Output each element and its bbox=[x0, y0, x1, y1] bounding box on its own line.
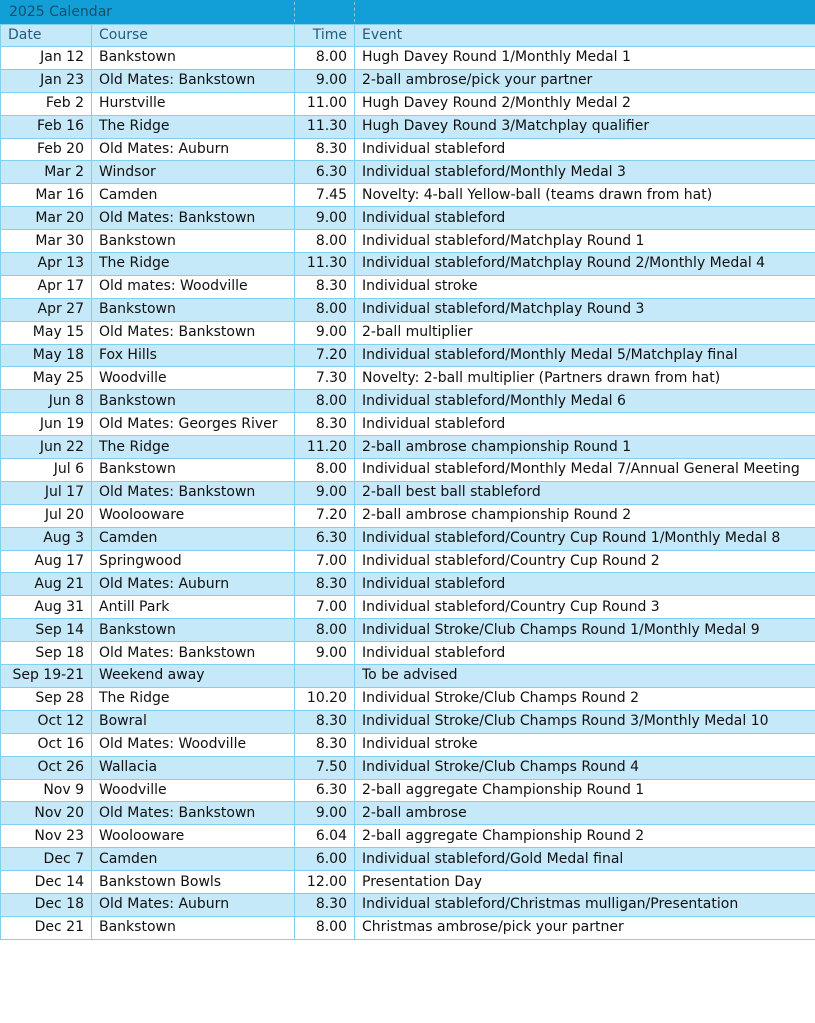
cell-event: Individual stableford bbox=[355, 207, 815, 230]
cell-event: Individual stableford/Monthly Medal 5/Matchplay final bbox=[355, 344, 815, 367]
cell-date: Aug 17 bbox=[1, 550, 92, 573]
cell-date: Aug 31 bbox=[1, 596, 92, 619]
cell-course: Bankstown bbox=[92, 619, 295, 642]
table-row bbox=[1, 47, 815, 70]
cell-event: Hugh Davey Round 2/Monthly Medal 2 bbox=[355, 92, 815, 115]
cell-event: Individual stroke bbox=[355, 275, 815, 298]
cell-time: 9.00 bbox=[295, 321, 355, 344]
cell-time: 7.20 bbox=[295, 344, 355, 367]
cell-course: Bowral bbox=[92, 710, 295, 733]
cell-date: Mar 30 bbox=[1, 230, 92, 253]
cell-time: 8.00 bbox=[295, 230, 355, 253]
cell-event: Novelty: 4-ball Yellow-ball (teams drawn from hat) bbox=[355, 184, 815, 207]
table-row bbox=[1, 321, 815, 344]
cell-course: Camden bbox=[92, 527, 295, 550]
table-row bbox=[1, 481, 815, 504]
column-header-time: Time bbox=[295, 25, 355, 47]
cell-course: The Ridge bbox=[92, 687, 295, 710]
cell-event: Individual stableford/Matchplay Round 3 bbox=[355, 298, 815, 321]
cell-time: 7.30 bbox=[295, 367, 355, 390]
cell-course: Springwood bbox=[92, 550, 295, 573]
table-row bbox=[1, 207, 815, 230]
table-row bbox=[1, 642, 815, 665]
cell-event: Individual Stroke/Club Champs Round 2 bbox=[355, 687, 815, 710]
table-row bbox=[1, 802, 815, 825]
cell-course: Old Mates: Bankstown bbox=[92, 207, 295, 230]
cell-course: Windsor bbox=[92, 161, 295, 184]
cell-date: Apr 13 bbox=[1, 253, 92, 276]
cell-time: 11.20 bbox=[295, 436, 355, 459]
cell-event: Individual stableford/Country Cup Round 2 bbox=[355, 550, 815, 573]
cell-date: Apr 17 bbox=[1, 275, 92, 298]
cell-event: 2-ball ambrose championship Round 2 bbox=[355, 504, 815, 527]
cell-time: 6.04 bbox=[295, 825, 355, 848]
cell-event: Individual stableford/Matchplay Round 2/Monthly Medal 4 bbox=[355, 253, 815, 276]
cell-date: Jul 17 bbox=[1, 481, 92, 504]
cell-course: The Ridge bbox=[92, 436, 295, 459]
cell-event: Individual stableford bbox=[355, 138, 815, 161]
table-row bbox=[1, 275, 815, 298]
cell-time: 8.00 bbox=[295, 390, 355, 413]
cell-event: Individual stableford bbox=[355, 642, 815, 665]
cell-course: Hurstville bbox=[92, 92, 295, 115]
cell-date: May 15 bbox=[1, 321, 92, 344]
table-row bbox=[1, 253, 815, 276]
cell-event: Individual stableford/Christmas mulligan/Presentation bbox=[355, 893, 815, 916]
cell-date: Jun 8 bbox=[1, 390, 92, 413]
cell-event: Individual Stroke/Club Champs Round 4 bbox=[355, 756, 815, 779]
cell-date: Sep 18 bbox=[1, 642, 92, 665]
cell-time: 8.00 bbox=[295, 916, 355, 939]
table-row bbox=[1, 916, 815, 939]
cell-date: Mar 16 bbox=[1, 184, 92, 207]
cell-date: Oct 16 bbox=[1, 733, 92, 756]
cell-course: Bankstown bbox=[92, 298, 295, 321]
cell-time: 8.30 bbox=[295, 413, 355, 436]
cell-course: Antill Park bbox=[92, 596, 295, 619]
cell-time: 9.00 bbox=[295, 642, 355, 665]
cell-course: Camden bbox=[92, 848, 295, 871]
table-row bbox=[1, 69, 815, 92]
table-row bbox=[1, 436, 815, 459]
calendar-title: 2025 Calendar bbox=[9, 4, 113, 20]
cell-course: Camden bbox=[92, 184, 295, 207]
cell-event: Individual Stroke/Club Champs Round 3/Monthly Medal 10 bbox=[355, 710, 815, 733]
table-row bbox=[1, 596, 815, 619]
table-row bbox=[1, 115, 815, 138]
table-row bbox=[1, 298, 815, 321]
cell-event: Novelty: 2-ball multiplier (Partners drawn from hat) bbox=[355, 367, 815, 390]
cell-date: Nov 9 bbox=[1, 779, 92, 802]
cell-date: Oct 26 bbox=[1, 756, 92, 779]
table-row bbox=[1, 527, 815, 550]
cell-time: 6.00 bbox=[295, 848, 355, 871]
cell-event: 2-ball best ball stableford bbox=[355, 481, 815, 504]
cell-time: 9.00 bbox=[295, 481, 355, 504]
table-row bbox=[1, 893, 815, 916]
cell-course: Bankstown bbox=[92, 390, 295, 413]
cell-date: Sep 28 bbox=[1, 687, 92, 710]
cell-date: Nov 23 bbox=[1, 825, 92, 848]
cell-date: Feb 20 bbox=[1, 138, 92, 161]
cell-course: Woolooware bbox=[92, 504, 295, 527]
table-row bbox=[1, 504, 815, 527]
cell-time: 8.30 bbox=[295, 733, 355, 756]
cell-course: Old Mates: Georges River bbox=[92, 413, 295, 436]
cell-course: Bankstown Bowls bbox=[92, 871, 295, 894]
cell-course: Old Mates: Auburn bbox=[92, 573, 295, 596]
cell-course: Bankstown bbox=[92, 230, 295, 253]
cell-date: Aug 21 bbox=[1, 573, 92, 596]
cell-event: 2-ball aggregate Championship Round 1 bbox=[355, 779, 815, 802]
cell-time: 7.50 bbox=[295, 756, 355, 779]
cell-date: Aug 3 bbox=[1, 527, 92, 550]
cell-course: Old Mates: Bankstown bbox=[92, 802, 295, 825]
cell-time: 8.00 bbox=[295, 298, 355, 321]
cell-time: 8.30 bbox=[295, 893, 355, 916]
cell-date: Jun 19 bbox=[1, 413, 92, 436]
cell-time: 9.00 bbox=[295, 207, 355, 230]
cell-date: Jan 12 bbox=[1, 47, 92, 70]
table-row bbox=[1, 573, 815, 596]
table-row bbox=[1, 687, 815, 710]
cell-event: 2-ball aggregate Championship Round 2 bbox=[355, 825, 815, 848]
table-row bbox=[1, 138, 815, 161]
table-row bbox=[1, 619, 815, 642]
cell-date: Dec 14 bbox=[1, 871, 92, 894]
cell-time: 8.00 bbox=[295, 619, 355, 642]
cell-course: Bankstown bbox=[92, 459, 295, 482]
cell-date: Jan 23 bbox=[1, 69, 92, 92]
cell-event: Individual stableford/Country Cup Round 3 bbox=[355, 596, 815, 619]
cell-course: Old Mates: Bankstown bbox=[92, 321, 295, 344]
cell-event: Individual stableford/Matchplay Round 1 bbox=[355, 230, 815, 253]
cell-date: May 18 bbox=[1, 344, 92, 367]
table-row bbox=[1, 344, 815, 367]
table-row bbox=[1, 779, 815, 802]
cell-date: Dec 7 bbox=[1, 848, 92, 871]
cell-course: Old Mates: Bankstown bbox=[92, 481, 295, 504]
cell-course: Old mates: Woodville bbox=[92, 275, 295, 298]
cell-time: 6.30 bbox=[295, 527, 355, 550]
cell-date: Apr 27 bbox=[1, 298, 92, 321]
cell-date: Dec 18 bbox=[1, 893, 92, 916]
cell-date: Feb 16 bbox=[1, 115, 92, 138]
cell-course: The Ridge bbox=[92, 253, 295, 276]
column-header-event: Event bbox=[355, 25, 815, 47]
cell-time: 7.00 bbox=[295, 550, 355, 573]
cell-time: 11.00 bbox=[295, 92, 355, 115]
cell-event: Individual stroke bbox=[355, 733, 815, 756]
table-row bbox=[1, 665, 815, 688]
table-row bbox=[1, 550, 815, 573]
cell-time: 8.30 bbox=[295, 573, 355, 596]
cell-time: 8.30 bbox=[295, 275, 355, 298]
cell-date: Mar 20 bbox=[1, 207, 92, 230]
cell-time: 7.00 bbox=[295, 596, 355, 619]
cell-time: 6.30 bbox=[295, 779, 355, 802]
cell-date: Jun 22 bbox=[1, 436, 92, 459]
cell-date: Mar 2 bbox=[1, 161, 92, 184]
column-header-course: Course bbox=[92, 25, 295, 47]
cell-event: Individual stableford/Monthly Medal 6 bbox=[355, 390, 815, 413]
cell-time: 8.00 bbox=[295, 47, 355, 70]
table-row bbox=[1, 413, 815, 436]
table-row bbox=[1, 710, 815, 733]
cell-date: May 25 bbox=[1, 367, 92, 390]
cell-event: Individual stableford/Monthly Medal 7/Annual General Meeting bbox=[355, 459, 815, 482]
cell-date: Feb 2 bbox=[1, 92, 92, 115]
cell-event: Individual stableford/Gold Medal final bbox=[355, 848, 815, 871]
cell-course: Bankstown bbox=[92, 916, 295, 939]
cell-course: Bankstown bbox=[92, 47, 295, 70]
table-row bbox=[1, 367, 815, 390]
cell-course: Old Mates: Bankstown bbox=[92, 69, 295, 92]
cell-time: 8.30 bbox=[295, 138, 355, 161]
table-row bbox=[1, 390, 815, 413]
cell-event: 2-ball ambrose/pick your partner bbox=[355, 69, 815, 92]
cell-course: Weekend away bbox=[92, 665, 295, 688]
table-row bbox=[1, 459, 815, 482]
column-separator bbox=[354, 2, 355, 22]
cell-time: 6.30 bbox=[295, 161, 355, 184]
cell-course: Woodville bbox=[92, 779, 295, 802]
cell-event: Christmas ambrose/pick your partner bbox=[355, 916, 815, 939]
cell-time: 9.00 bbox=[295, 69, 355, 92]
cell-event: Individual stableford/Country Cup Round 1/Monthly Medal 8 bbox=[355, 527, 815, 550]
cell-event: Individual stableford bbox=[355, 573, 815, 596]
cell-time: 8.00 bbox=[295, 459, 355, 482]
column-header-date: Date bbox=[1, 25, 92, 47]
cell-time: 10.20 bbox=[295, 687, 355, 710]
table-row bbox=[1, 184, 815, 207]
cell-date: Sep 14 bbox=[1, 619, 92, 642]
cell-event: Individual stableford bbox=[355, 413, 815, 436]
cell-course: Old Mates: Woodville bbox=[92, 733, 295, 756]
cell-time: 11.30 bbox=[295, 253, 355, 276]
title-bar bbox=[0, 0, 815, 24]
table-row bbox=[1, 92, 815, 115]
cell-time: 11.30 bbox=[295, 115, 355, 138]
cell-course: Woolooware bbox=[92, 825, 295, 848]
column-separator bbox=[294, 2, 295, 22]
cell-course: Woodville bbox=[92, 367, 295, 390]
table-row bbox=[1, 825, 815, 848]
cell-date: Dec 21 bbox=[1, 916, 92, 939]
cell-course: Old Mates: Auburn bbox=[92, 893, 295, 916]
table-row bbox=[1, 733, 815, 756]
cell-event: 2-ball ambrose championship Round 1 bbox=[355, 436, 815, 459]
cell-date: Jul 20 bbox=[1, 504, 92, 527]
cell-date: Sep 19-21 bbox=[1, 665, 92, 688]
table-row bbox=[1, 230, 815, 253]
cell-time: 9.00 bbox=[295, 802, 355, 825]
cell-time bbox=[295, 665, 355, 688]
cell-course: The Ridge bbox=[92, 115, 295, 138]
cell-event: Individual Stroke/Club Champs Round 1/Monthly Medal 9 bbox=[355, 619, 815, 642]
cell-course: Wallacia bbox=[92, 756, 295, 779]
table-row bbox=[1, 756, 815, 779]
cell-event: Individual stableford/Monthly Medal 3 bbox=[355, 161, 815, 184]
cell-time: 8.30 bbox=[295, 710, 355, 733]
cell-event: 2-ball multiplier bbox=[355, 321, 815, 344]
cell-event: 2-ball ambrose bbox=[355, 802, 815, 825]
table-row bbox=[1, 161, 815, 184]
cell-event: Presentation Day bbox=[355, 871, 815, 894]
calendar-table bbox=[0, 24, 815, 940]
header-row bbox=[1, 25, 815, 47]
table-row bbox=[1, 871, 815, 894]
cell-course: Old Mates: Bankstown bbox=[92, 642, 295, 665]
cell-event: Hugh Davey Round 1/Monthly Medal 1 bbox=[355, 47, 815, 70]
cell-date: Nov 20 bbox=[1, 802, 92, 825]
cell-course: Old Mates: Auburn bbox=[92, 138, 295, 161]
cell-date: Oct 12 bbox=[1, 710, 92, 733]
table-row bbox=[1, 848, 815, 871]
cell-time: 12.00 bbox=[295, 871, 355, 894]
cell-event: Hugh Davey Round 3/Matchplay qualifier bbox=[355, 115, 815, 138]
cell-time: 7.45 bbox=[295, 184, 355, 207]
cell-event: To be advised bbox=[355, 665, 815, 688]
cell-course: Fox Hills bbox=[92, 344, 295, 367]
cell-time: 7.20 bbox=[295, 504, 355, 527]
cell-date: Jul 6 bbox=[1, 459, 92, 482]
